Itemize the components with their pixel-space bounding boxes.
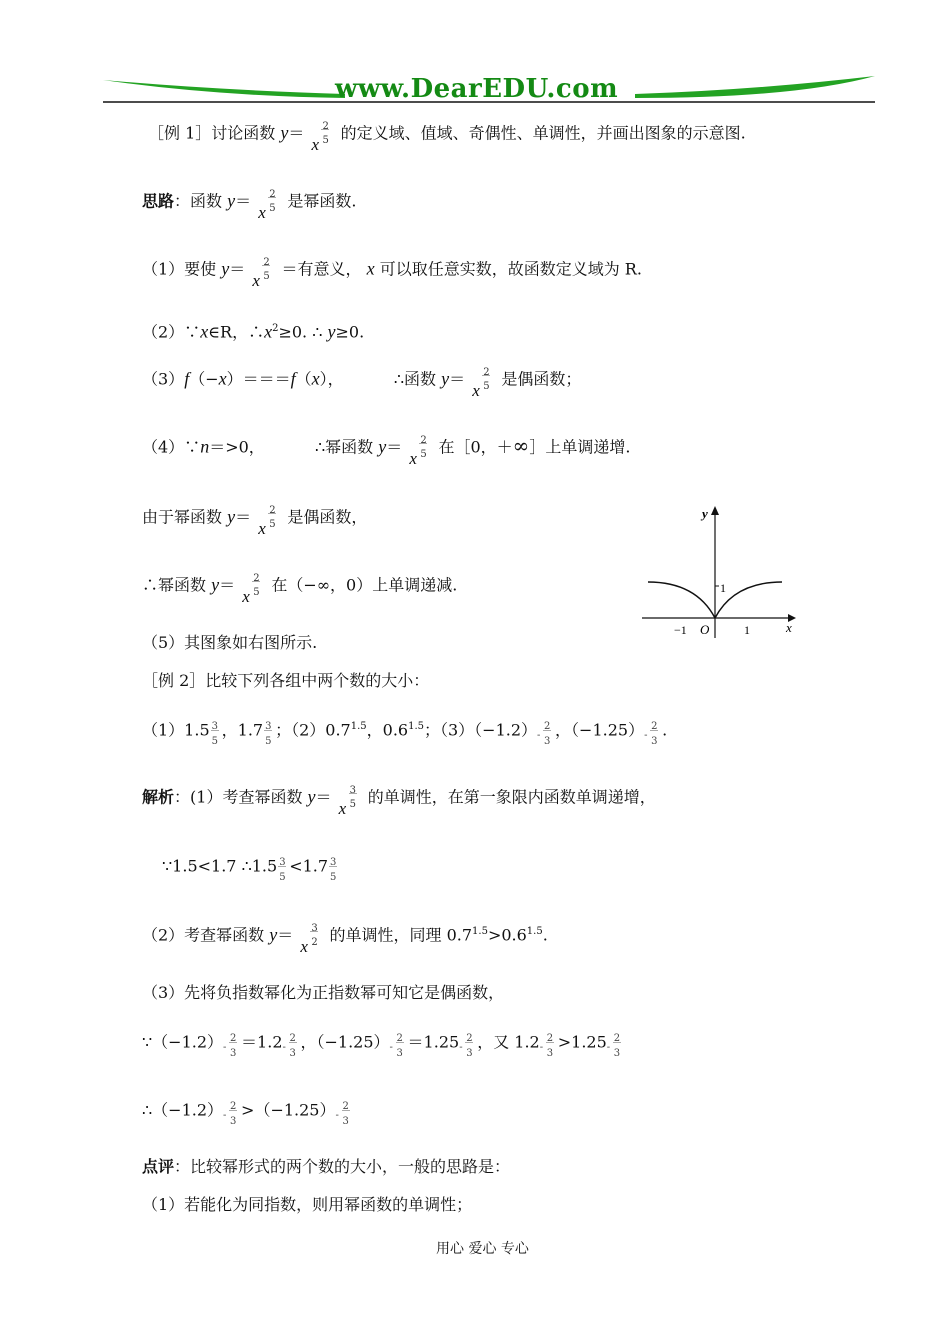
exp: 2 [272,323,279,334]
power-x-2-5: x 2 5 [311,121,329,154]
power-x-3-5: x 3 5 [338,785,357,818]
var-x: x [366,258,375,279]
text: ，又 1.2 [477,1032,540,1052]
var-y: y [221,258,230,279]
text: >（−1.25） [241,1100,336,1120]
function-graph [636,500,806,640]
text: ）， [319,369,344,389]
idea-label: 思路 [142,191,175,211]
var-x: x [311,368,320,389]
exp-neg-2-3: - 2 3 [223,1101,237,1127]
text: 是偶函数； [501,369,582,389]
var-x: x [264,321,273,342]
text: ，（−1.25） [300,1032,390,1052]
ex1-p5 [142,496,367,540]
text: ：(1）考查幂函数 [174,787,303,807]
text: ；（2）0.7 [275,720,351,740]
text: 是偶函数， [287,507,368,527]
text: ；（3）（−1.2） [424,720,538,740]
var-y: y [307,786,316,807]
var-f: f [290,368,296,389]
power-x-3-2: x 3 2 [300,923,318,956]
var-y: y [227,190,236,211]
text: （4）∵ [142,437,201,457]
text: ：函数 [174,191,223,211]
text: （1）1.5 [142,720,210,740]
eq: ＝ [315,787,332,807]
text: ≥0. [335,322,365,342]
eq: ＝ [449,369,466,389]
ex2-analysis [142,776,656,820]
text: （ [295,369,312,389]
text: ＝有意义， [281,259,362,279]
text: ［例 1］讨论函数 [148,123,276,143]
var-y: y [327,321,336,342]
exp-3-5: 3 5 [211,721,219,747]
text: ∈R，∴ [208,322,265,342]
text: （1）要使 [142,259,217,279]
text: ，1.7 [221,720,264,740]
ex1-title [148,112,746,156]
exp-neg-2-3: - 2 3 [335,1101,349,1127]
text: <1.7 [289,856,329,876]
ex2-review [142,1156,510,1178]
text: ，0.6 [366,720,409,740]
exp-neg-2-3: - 2 3 [537,721,551,747]
text: （2）∵ [142,322,201,342]
exp-neg-2-3: - 2 3 [223,1033,237,1059]
var-y: y [378,436,387,457]
exp: 1.5 [472,926,488,938]
text: （2）考查幂函数 [142,925,265,945]
exp: 1.5 [408,721,424,733]
text: 由于幂函数 [142,507,223,527]
text: ：比较幂形式的两个数的大小，一般的思路是： [174,1157,511,1176]
var-y: y [211,574,220,595]
power-x-2-5: x 2 5 [472,367,490,400]
text: 是幂函数. [287,191,357,211]
text: ）＝＝＝ [226,369,291,389]
power-x-2-5: x 2 5 [258,189,276,222]
text: ＝1.25 [407,1032,460,1052]
exp-neg-2-3: - 2 3 [606,1033,621,1059]
text: 在［0，＋ [438,437,513,457]
exp-neg-2-3: - 2 3 [644,721,658,747]
text: ＝>0， [209,437,265,457]
ex1-p7: （5）其图象如右图所示. [142,633,318,652]
text: 可以取任意实数，故函数定义域为 R. [379,259,642,279]
power-x-2-5: x 2 5 [258,505,276,538]
ex1-p1 [142,248,642,292]
text: ，（−1.25） [555,720,645,740]
exp: 1.5 [526,926,543,938]
text: 的定义域、值域、奇偶性、单调性，并画出图象的示意图. [340,123,746,143]
eq: ＝ [235,191,252,211]
text: ］上单调递增. [529,437,631,457]
var-y: y [280,122,289,143]
text: 在（−∞，0）上单调递减. [271,575,458,595]
ex2-s4 [142,1028,625,1058]
ex2-s3: （3）先将负指数幂化为正指数幂可知它是偶函数， [142,983,505,1002]
text: >1.25 [557,1032,607,1052]
text: . [542,925,548,945]
text: ∵（−1.2） [142,1032,224,1052]
exp-neg-2-3: - 2 3 [459,1033,473,1059]
ex1-p4 [142,426,630,470]
text: ∴幂函数 [142,575,207,595]
exp-3-5: 3 5 [265,721,272,747]
exp-3-5: 3 5 [330,857,337,883]
text: ≥0. ∴ [278,322,323,342]
tick-1: 1 [744,623,750,637]
text: （3） [142,369,185,389]
text: ＝1.2 [241,1032,283,1052]
ex2-q1 [142,716,667,746]
eq: ＝ [229,259,246,279]
power-x-2-5: x 2 5 [242,573,260,606]
eq: ＝ [235,507,252,527]
text: 的单调性，在第一象限内函数单调递增， [367,787,656,807]
exp: 1.5 [350,721,367,733]
y-axis-arrow [711,506,719,515]
origin-label: O [700,622,710,637]
tick-neg1: −1 [674,623,687,637]
var-f: f [184,368,190,389]
text: ∵1.5<1.7 ∴1.5 [162,856,278,876]
power-x-2-5: x 2 5 [252,257,270,290]
var-x: x [200,321,209,342]
eq: ＝ [386,437,403,457]
footer-text: 用心 爱心 专心 [436,1241,529,1257]
ex2-s1 [162,852,340,882]
review-label: 点评 [142,1157,175,1176]
var-n: n [200,436,210,457]
text: ∴（−1.2） [142,1100,224,1120]
eq: ＝ [219,575,236,595]
var-x: x [218,368,227,389]
ex1-idea [142,180,356,224]
ex1-p2 [142,318,364,343]
x-axis-label: x [786,620,792,635]
ex2-review-1: （1）若能化为同指数，则用幂函数的单调性； [142,1195,473,1214]
y-axis-label: y [702,506,708,521]
ex2-s2 [142,914,548,958]
eq: ＝ [277,925,294,945]
analysis-label: 解析 [142,787,175,807]
exp-neg-2-3: - 2 3 [539,1033,554,1059]
text: ∴幂函数 [314,437,374,457]
infinity: ∞ [512,433,530,458]
power-x-2-5: x 2 5 [409,435,427,468]
ex2-s5 [142,1096,354,1126]
ex2-title: ［例 2］比较下列各组中两个数的大小： [142,671,430,690]
exp-neg-2-3: - 2 3 [389,1033,403,1059]
text: . [662,720,668,740]
text: >0.6 [487,925,527,945]
text: 的单调性，同理 0.7 [329,925,473,945]
exp-neg-2-3: - 2 3 [282,1033,296,1059]
var-y: y [269,924,278,945]
var-y: y [227,506,236,527]
ex1-p3 [142,358,581,402]
text: ∴函数 [393,369,437,389]
exp-3-5: 3 5 [279,857,286,883]
ex1-p6 [142,564,457,608]
text: （− [189,369,219,389]
site-logo: www.DearEDU.com [335,74,619,104]
eq: ＝ [288,123,305,143]
var-y: y [441,368,450,389]
tick-y1: 1 [720,581,726,595]
